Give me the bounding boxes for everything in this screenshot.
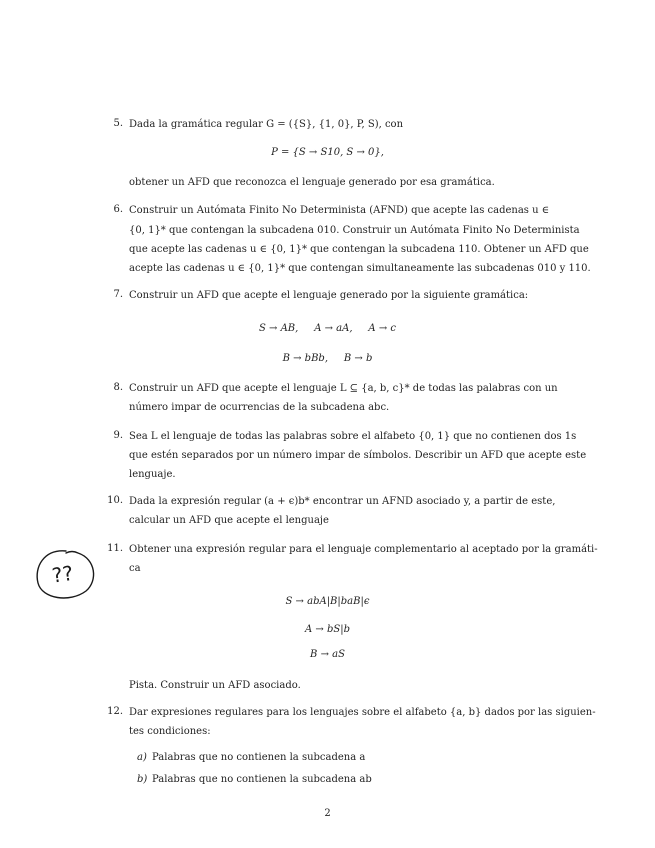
exercise-text-line: Sea L el lenguaje de todas las palabras sobre el alfabeto {0, 1} que no contienen dos 1s (129, 431, 577, 442)
grammar-rule: S → abA|B|baB|ϵ (285, 596, 370, 607)
exercise-number: 5. (113, 118, 123, 129)
sub-item-text: Palabras que no contienen la subcadena a (152, 752, 366, 763)
exercise-text-line: Dada la gramática regular G = ({S}, {1, 0}, P, S), con (129, 119, 404, 130)
exercise-number: 6. (113, 204, 123, 215)
handwritten-mark: ?? (50, 560, 75, 588)
page-number: 2 (324, 808, 331, 819)
exercise-text-line: que estén separados por un número impar de símbolos. Describir un AFD que acepte este (129, 450, 587, 461)
exercise-text-line: Obtener una expresión regular para el lenguaje complementario al aceptado por la gramáti- (129, 544, 598, 555)
exercise-text-line: Construir un AFD que acepte el lenguaje generado por la siguiente gramática: (129, 290, 529, 301)
exercise-number: 7. (113, 289, 123, 300)
exercise-number: 9. (113, 430, 123, 441)
exercise-text-line: lenguaje. (129, 469, 176, 480)
exercise-text-line: tes condiciones: (129, 726, 211, 737)
display-equation: P = {S → S10, S → 0}, (271, 147, 384, 158)
grammar-rule: B → bBb, B → b (282, 353, 373, 364)
sub-item-text: Palabras que no contienen la subcadena ab (152, 774, 372, 785)
sub-item-label: b) (137, 774, 148, 785)
exercise-number: 8. (113, 382, 123, 393)
grammar-rule: S → AB, A → aA, A → c (258, 323, 396, 334)
exercise-text-line: que acepte las cadenas u ∈ {0, 1}* que contengan la subcadena 110. Obtener un AFD que (129, 244, 589, 255)
exercise-text-line: calcular un AFD que acepte el lenguaje (129, 515, 329, 526)
grammar-rule: A → bS|b (305, 624, 350, 635)
exercise-text-line: obtener un AFD que reconozca el lenguaje generado por esa gramática. (129, 177, 495, 188)
exercise-number: 11. (107, 543, 123, 554)
hint-text: Pista. Construir un AFD asociado. (129, 680, 301, 691)
grammar-rule: B → aS (310, 649, 345, 660)
exercise-text-line: número impar de ocurrencias de la subcadena abc. (129, 402, 390, 413)
exercise-text-line: {0, 1}* que contengan la subcadena 010. Construir un Autómata Finito No Determinista (129, 225, 580, 236)
exercise-text-line: Construir un Autómata Finito No Determinista (AFND) que acepte las cadenas u ∈ (129, 205, 550, 216)
exercise-number: 10. (107, 495, 123, 506)
exercise-text-line: Dada la expresión regular (a + ϵ)b* encontrar un AFND asociado y, a partir de este, (129, 496, 556, 507)
exercise-text-line: Dar expresiones regulares para los lenguajes sobre el alfabeto {a, b} dados por las siguien- (129, 707, 596, 718)
sub-item-label: a) (137, 752, 147, 763)
exercise-number: 12. (107, 706, 123, 717)
exercise-text-line: acepte las cadenas u ∈ {0, 1}* que contengan simultaneamente las subcadenas 010 y 110. (129, 263, 591, 274)
handwritten-question-marks (30, 545, 100, 605)
exercise-text-line: ca (129, 563, 141, 574)
exercise-text-line: Construir un AFD que acepte el lenguaje L ⊆ {a, b, c}* de todas las palabras con un (129, 383, 558, 394)
